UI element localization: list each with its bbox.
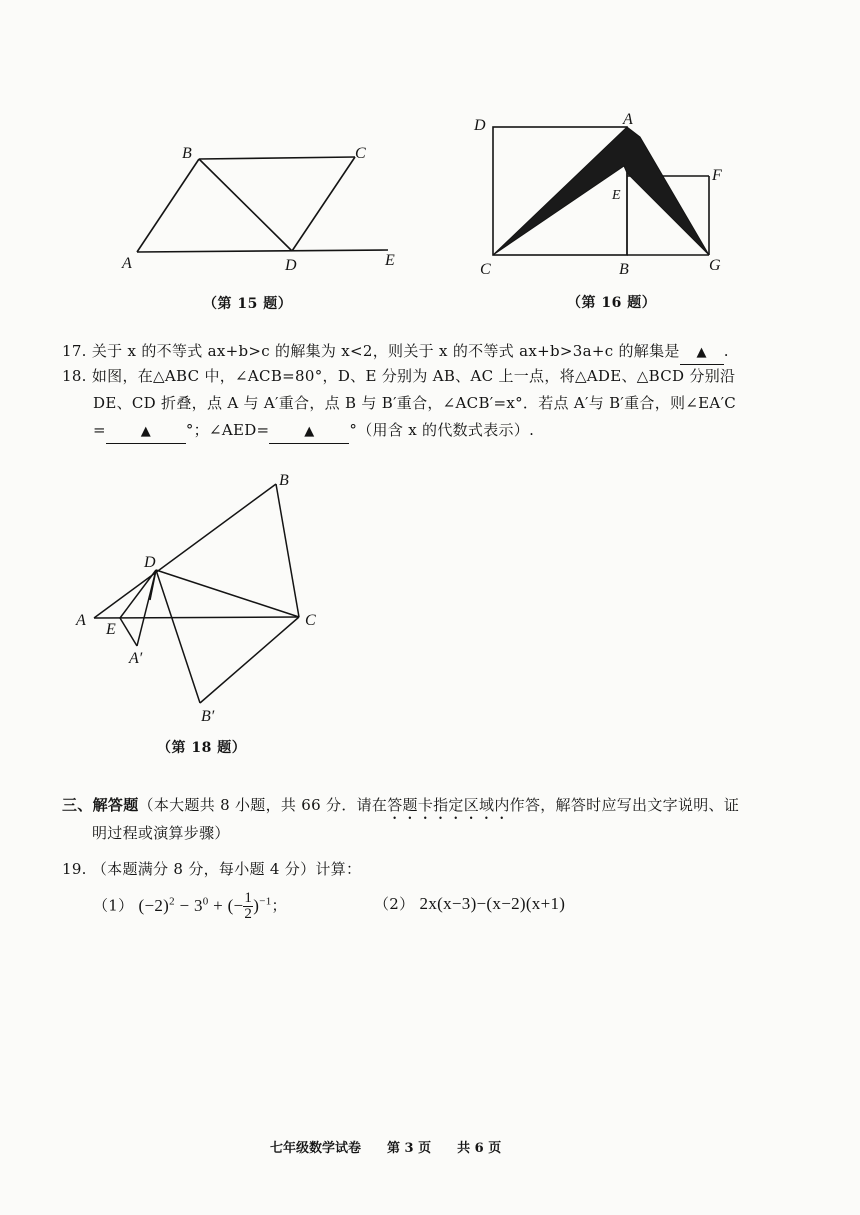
fig15-label-B: B [182,145,192,162]
q19-part2-expression: 2x(x−3)−(x−2)(x+1) [419,894,566,913]
fig16-label-D: D [474,117,486,134]
fig18-segment-DB1 [156,570,200,703]
fig18-segment-BC [276,484,299,617]
fig18-label-D: D [144,554,156,571]
q19-p1-term-a: (−2) [138,895,170,915]
q19-p1-exp2: 0 [202,895,209,907]
q19-number: 19. [62,860,87,878]
fig18-segment-EA1 [120,618,137,646]
fig18-label-A-prime: A′ [129,650,143,667]
fig15-segment-AE [137,250,388,252]
q19-p1-term-c: + (− [208,895,244,915]
fig18-segment-AB [94,484,276,618]
fig16-shaded-region [493,127,709,255]
fig15-segment-BC [199,157,355,159]
q19-p1-exp3: −1 [259,895,272,907]
q18-text-line3-post: °（用含 x 的代数式表示）. [349,421,535,439]
fig16-label-E: E [612,188,621,203]
section-3-intro-emphasis: 答题卡指定区域内 [387,796,510,814]
fig16-label-A: A [623,111,633,128]
fig16-label-C: C [480,261,491,278]
fig15-segment-AB [137,159,199,252]
fig18-segment-B1C [200,617,299,703]
q19-text: （本题满分 8 分，每小题 4 分）计算： [91,860,362,878]
q19-part-1 [93,890,287,922]
fig18-label-C: C [305,612,316,629]
fig18-label-E: E [106,621,116,638]
q18-text-line1: 如图，在△ABC 中，∠ACB=80°，D、E 分别为 AB、AC 上一点，将△ADE、△BCD 分别沿 [91,367,736,385]
q17-number: 17. [62,342,87,360]
q17-answer-blank[interactable]: ▲ [680,342,724,365]
question-17 [62,340,729,365]
q19-part2-label: （2） [374,895,415,913]
q19-p1-term-b: − 3 [174,895,203,915]
fig18-label-B: B [279,472,289,489]
question-19 [62,858,361,880]
fig16-label-F: F [712,167,722,184]
fig15-caption: （第 15 题） [203,296,293,312]
fig16-label-B: B [619,261,629,278]
section-3-intro-line2: 明过程或演算步骤） [92,824,230,842]
q18-number: 18. [62,367,87,385]
q18-text-line2: DE、CD 折叠，点 A 与 A′重合，点 B 与 B′重合，∠ACB′=x°．若点 A′与 B′重合，则∠EA′C [93,394,737,412]
section-3-intro-b: 作答，解答时应写出文字说明、证 [509,796,740,814]
q19-part1-end: ； [271,896,287,915]
q19-part1-label: （1） [93,896,134,915]
q19-p1-exp1: 2 [169,895,175,907]
fig18-segment-DC [156,570,299,617]
fig15-label-C: C [355,145,366,162]
fig18-label-A: A [76,612,86,629]
question-18-line1 [62,365,735,387]
q19-p1-fraction [243,891,253,922]
q19-p1-term-d: ) [253,895,260,915]
q18-answer-blank-1[interactable]: ▲ [106,421,186,444]
fig15-label-E: E [385,252,395,269]
q19-part-2 [374,893,565,915]
page-footer: 七年级数学试卷 第 3 页 共 6 页 [270,1141,502,1156]
fig18-label-B-prime: B′ [201,708,215,725]
section-3-header-line2 [92,822,230,844]
fig18-segment-AC [94,617,299,618]
q17-end: . [723,342,729,360]
q17-text: 关于 x 的不等式 ax+b>c 的解集为 x<2，则关于 x 的不等式 ax+b>3a+c 的解集是 [91,342,680,360]
fig16-label-G: G [709,257,721,274]
question-18-line2 [93,392,736,414]
fig18-caption: （第 18 题） [157,740,247,756]
section-3-intro-a: （本大题共 8 小题，共 66 分．请在 [138,796,388,814]
fig15-label-D: D [285,257,297,274]
section-3-header [62,794,739,823]
q19-p1-denominator: 2 [244,906,253,923]
fig16-caption: （第 16 题） [567,295,657,311]
question-18-line3 [93,419,534,444]
q19-p1-numerator: 1 [244,890,253,907]
q18-text-line3-pre: = [93,421,106,439]
q19-part1-expression [138,890,272,923]
fig15-label-A: A [122,255,132,272]
q18-answer-blank-2[interactable]: ▲ [269,421,349,444]
q18-text-line3-mid: °；∠AED= [185,421,270,439]
fig15-segment-CD [292,157,355,251]
section-3-title: 三、解答题 [62,796,139,814]
fig15-segment-BD [199,159,292,251]
